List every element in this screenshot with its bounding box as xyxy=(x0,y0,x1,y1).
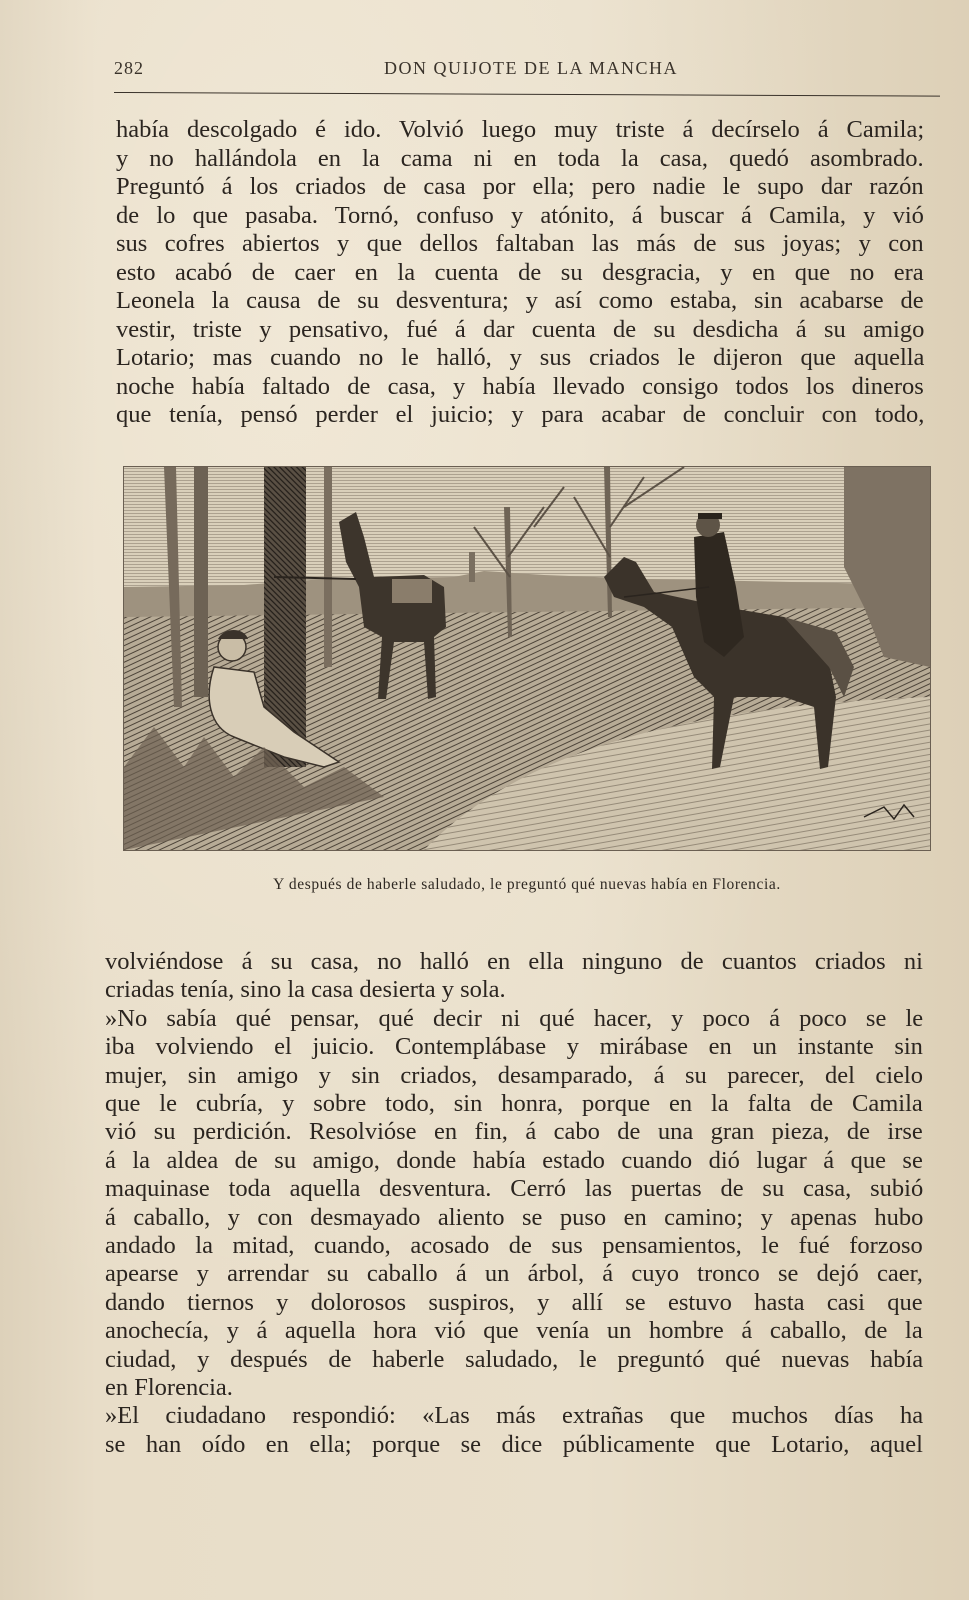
text-line: Leonela la causa de su desventura; y así como estaba, sin acabarse de xyxy=(116,287,924,314)
text-line: se han oído en ella; porque se dice públicamente que Lotario, aquel xyxy=(105,1430,923,1458)
text-line: esto acabó de caer en la cuenta de su desgracia, y en que no era xyxy=(116,258,924,286)
text-line: sus cofres abiertos y que dellos faltaban las más de sus joyas; y con xyxy=(116,230,924,257)
text-line: Preguntó á los criados de casa por ella; pero nadie le supo dar razón xyxy=(116,173,924,200)
text-line: á la aldea de su amigo, donde había estado cuando dió lugar á que se xyxy=(105,1146,923,1174)
text-line: mujer, sin amigo y sin criados, desamparado, á su parecer, del cielo xyxy=(105,1061,923,1089)
text-line: vió su perdición. Resolvióse en fin, á cabo de una gran pieza, de irse xyxy=(105,1118,923,1146)
engraving-illustration xyxy=(123,466,931,851)
text-line: de lo que pasaba. Tornó, confuso y atónito, á buscar á Camila, y vió xyxy=(116,201,924,229)
running-head: DON QUIJOTE DE LA MANCHA xyxy=(384,58,678,78)
text-line: anochecía, y á aquella hora vió que venía un hombre á caballo, de la xyxy=(105,1317,923,1345)
text-line: dando tiernos y dolorosos suspiros, y allí se estuvo hasta casi que xyxy=(105,1288,923,1316)
page-number: 282 xyxy=(114,58,144,78)
page-header xyxy=(114,58,924,84)
text-line: que le cubría, y sobre todo, sin honra, porque en la falta de Camila xyxy=(105,1090,923,1117)
text-line: Lotario; mas cuando no le halló, y sus criados le dijeron que aquella xyxy=(116,344,925,371)
figure-caption: Y después de haberle saludado, le preguntó qué nuevas había en Florencia. xyxy=(273,876,781,893)
text-line: y no hallándola en la cama ni en toda la casa, quedó asombrado. xyxy=(116,144,924,172)
text-line: á caballo, y con desmayado aliento se puso en camino; y apenas hubo xyxy=(105,1203,924,1231)
text-line: vestir, triste y pensativo, fué á dar cuenta de su desdicha á su amigo xyxy=(116,315,925,343)
text-line: ciudad, y después de haberle saludado, le preguntó qué nuevas había xyxy=(105,1345,924,1373)
text-line: que tenía, pensó perder el juicio; y para acabar de concluir con todo, xyxy=(116,401,925,428)
text-line: noche había faltado de casa, y había llevado consigo todos los dineros xyxy=(116,372,924,400)
text-line: »No sabía qué pensar, qué decir ni qué hacer, y poco á poco se le xyxy=(105,1004,924,1032)
header-rule xyxy=(114,92,940,97)
text-line: criadas tenía, sino la casa desierta y sola. xyxy=(105,976,506,1004)
text-line: volviéndose á su casa, no halló en ella ninguno de cuantos criados ni xyxy=(105,948,923,975)
text-line: »El ciudadano respondió: «Las más extrañas que muchos días ha xyxy=(105,1402,924,1430)
text-line: andado la mitad, cuando, acosado de sus pensamientos, le fué forzoso xyxy=(105,1232,923,1259)
text-line: había descolgado é ido. Volvió luego muy triste á decírselo á Camila; xyxy=(116,116,925,143)
text-line: apearse y arrendar su caballo á un árbol, á cuyo tronco se dejó caer, xyxy=(105,1260,923,1288)
text-line: en Florencia. xyxy=(105,1374,233,1401)
text-line: iba volviendo el juicio. Contemplábase y mirábase en un instante sin xyxy=(105,1033,923,1061)
text-line: maquinase toda aquella desventura. Cerró las puertas de su casa, subió xyxy=(105,1175,924,1203)
